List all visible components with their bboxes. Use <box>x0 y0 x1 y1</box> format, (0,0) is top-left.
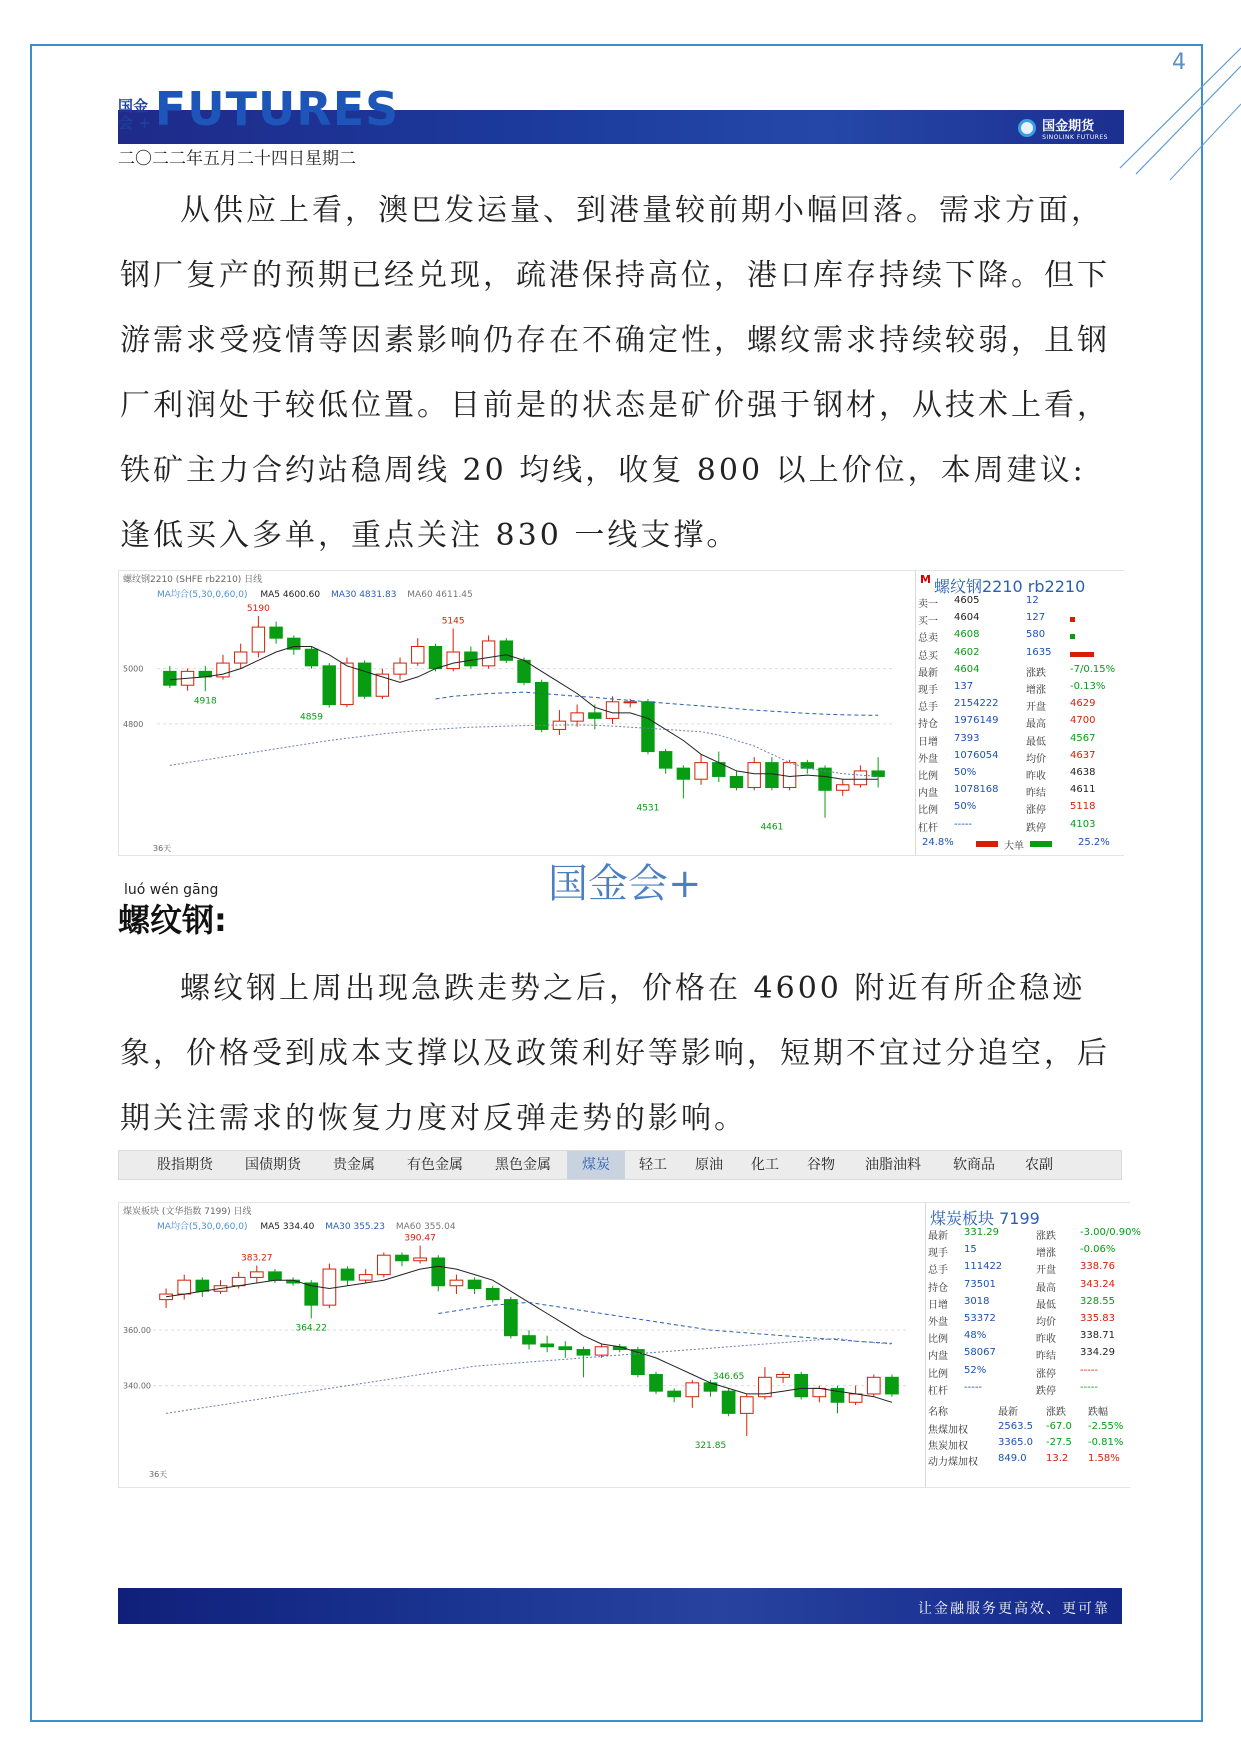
quote-label: 开盘 <box>1036 1265 1056 1277</box>
iron-ore-paragraph: 从供应上看，澳巴发运量、到港量较前期小幅回落。需求方面，钢厂复产的预期已经兑现，疏港保持高位，港口库存持续下降。但下游需求受疫情等因素影响仍存在不确定性，螺纹需求持续较弱，且钢厂利润处于较低位置。目前是的状态是矿价强于钢材，从技术上看，铁矿主力合约站稳周线 20 均线，收复 800 以上价位，本周建议:逢低买入多单，重点关注 830 一线支撑。 <box>120 193 1110 553</box>
quote-row <box>928 1382 1126 1399</box>
quote-label: 涨停 <box>1036 1368 1056 1380</box>
quote-value: 4103 <box>1070 818 1096 830</box>
quote-row <box>918 750 1120 767</box>
y-tick-label: 4800 <box>123 719 144 729</box>
quote-value: 137 <box>954 681 974 692</box>
tab-8[interactable]: 化工 <box>751 1157 779 1173</box>
quote-value: 1078168 <box>954 784 999 796</box>
quote-label: 比例 <box>928 1368 948 1380</box>
candle-body <box>783 763 795 788</box>
price-annotation: 364.22 <box>295 1323 327 1334</box>
candle-body <box>196 1280 209 1291</box>
page-number: 4 <box>1172 50 1186 75</box>
candle-body <box>160 1294 173 1300</box>
candle-body <box>465 652 477 666</box>
quote-value: 5118 <box>1070 801 1096 813</box>
quote-row <box>928 1365 1126 1382</box>
candle-body <box>695 763 707 780</box>
foot-green-bar <box>1030 841 1052 847</box>
corner-decoration <box>1110 40 1241 180</box>
table-cell: 动力煤加权 <box>928 1457 978 1468</box>
heading-pinyin: luó wén gāng <box>124 882 219 898</box>
quote-value: ----- <box>964 1381 983 1393</box>
quote-value: 580 <box>1026 629 1046 641</box>
quote-value: -0.13% <box>1070 681 1106 692</box>
candle-body <box>414 1258 427 1261</box>
quote-label: 均价 <box>1026 753 1046 765</box>
quote-label: 杠杆 <box>918 822 938 834</box>
price-annotation: 4531 <box>636 803 660 814</box>
quote-value: 50% <box>954 767 977 778</box>
candle-body <box>432 1258 445 1286</box>
candle-body <box>232 1277 245 1285</box>
candle-body <box>518 660 530 682</box>
table-cell: 3365.0 <box>998 1437 1033 1448</box>
tab-10[interactable]: 油脂油料 <box>865 1157 921 1173</box>
ma5-value: MA5 4600.60 <box>260 590 321 600</box>
tab-6[interactable]: 轻工 <box>639 1157 667 1173</box>
quote-label: 比例 <box>928 1334 948 1346</box>
table-header-cell: 跌幅 <box>1088 1407 1108 1418</box>
quote-label: 总卖 <box>918 633 938 645</box>
day-count-label: 36天 <box>149 1470 168 1479</box>
quote-value: 334.29 <box>1080 1347 1115 1359</box>
candle-body <box>589 713 601 719</box>
candle-body <box>500 641 512 660</box>
quote-row <box>928 1296 1126 1313</box>
foot-red-bar <box>976 841 998 847</box>
table-cell: 1.58% <box>1088 1453 1120 1464</box>
candle-body <box>722 1391 735 1413</box>
quote-value: ----- <box>954 818 973 830</box>
quote-row <box>928 1227 1142 1244</box>
quote-label: 最新 <box>928 1231 948 1242</box>
quote-row <box>918 715 1120 732</box>
quote-label: 增涨 <box>1026 685 1046 696</box>
quote-value: 1976149 <box>954 715 999 727</box>
ma-label: MA均合(5,30,0,60,0) <box>157 590 248 600</box>
quote-value: 4608 <box>954 629 980 641</box>
ma30-line <box>436 692 879 715</box>
ma-legend <box>157 1219 456 1232</box>
candle-body <box>323 1269 336 1305</box>
company-logo-icon <box>1018 119 1036 137</box>
quote-label: 最高 <box>1026 719 1046 731</box>
candle-body <box>650 1375 663 1392</box>
quote-row <box>928 1244 1126 1261</box>
candle-body <box>849 1394 862 1402</box>
table-header-cell: 涨跌 <box>1046 1407 1066 1418</box>
price-annotation: 5145 <box>441 616 465 627</box>
chart-top-bar: 螺纹钢2210 (SHFE rb2210) 日线 <box>123 575 263 585</box>
quote-row <box>918 767 1120 784</box>
sector-table-row[interactable] <box>928 1437 1126 1454</box>
candle-body <box>468 1280 481 1288</box>
quote-value: 3018 <box>964 1295 990 1307</box>
sector-table-header <box>928 1403 1126 1420</box>
candle-body <box>801 763 813 769</box>
ma60-value: MA60 4611.45 <box>407 590 473 600</box>
quote-value: 331.29 <box>964 1227 999 1238</box>
quote-label: 昨收 <box>1036 1334 1056 1346</box>
quote-label: 均价 <box>1036 1317 1056 1328</box>
candle-body <box>429 646 441 668</box>
table-cell: 849.0 <box>998 1453 1027 1464</box>
candle-body <box>837 785 849 791</box>
quote-value: 15 <box>964 1244 977 1256</box>
watermark: 国金会+ <box>548 861 702 907</box>
report-date: 二〇二二年五月二十四日星期二 <box>118 149 356 169</box>
quote-label: 昨收 <box>1026 771 1046 782</box>
quote-value: 343.24 <box>1080 1278 1115 1290</box>
candle-body <box>482 641 494 666</box>
ma-legend <box>157 587 473 600</box>
tab-3[interactable]: 有色金属 <box>407 1157 463 1173</box>
quote-label: 日增 <box>918 736 938 748</box>
quote-value: 328.55 <box>1080 1295 1115 1307</box>
footer-slogan: 让金融服务更高效、更可靠 <box>918 1601 1110 1617</box>
y-tick-label: 340.00 <box>123 1381 151 1391</box>
quote-value: 58067 <box>964 1347 996 1359</box>
quote-label: 开盘 <box>1026 702 1046 714</box>
candle-body <box>740 1397 753 1414</box>
quote-label: 总手 <box>928 1265 948 1277</box>
quote-value: 4629 <box>1070 698 1096 710</box>
table-cell: -2.55% <box>1088 1421 1124 1432</box>
quote-row <box>918 698 1120 715</box>
quote-value: 127 <box>1026 612 1046 624</box>
ma30-value: MA30 355.23 <box>325 1222 385 1232</box>
tab-4[interactable]: 黑色金属 <box>495 1157 551 1173</box>
tab-0[interactable]: 股指期货 <box>157 1157 213 1173</box>
table-cell: 2563.5 <box>998 1421 1033 1432</box>
tab-12[interactable]: 农副 <box>1025 1157 1053 1173</box>
candle-body <box>677 768 689 779</box>
candle-body <box>377 1255 390 1274</box>
y-tick-label: 360.00 <box>123 1326 151 1336</box>
table-cell: 焦煤加权 <box>928 1425 968 1436</box>
candle-body <box>252 627 264 652</box>
quote-value: 52% <box>964 1364 987 1376</box>
candle-body <box>730 776 742 787</box>
brand-cn-top: 国金 <box>118 97 149 115</box>
table-cell: -67.0 <box>1046 1421 1072 1432</box>
candle-body <box>250 1272 263 1278</box>
candle-body <box>777 1375 790 1378</box>
quote-label: 总手 <box>918 702 938 714</box>
candle-body <box>269 1272 282 1280</box>
candle-body <box>559 1347 572 1350</box>
tab-9[interactable]: 谷物 <box>807 1157 835 1173</box>
quote-title: 螺纹钢2210 rb2210 <box>934 577 1086 596</box>
table-header-cell: 最新 <box>998 1407 1018 1418</box>
quote-value: -3.00/0.90% <box>1080 1227 1142 1238</box>
candle-body <box>450 1280 463 1286</box>
quote-row <box>918 733 1120 750</box>
quote-label: 昨结 <box>1036 1351 1056 1363</box>
quote-value: 338.71 <box>1080 1330 1115 1342</box>
candle-body <box>595 1347 608 1355</box>
candle-body <box>854 771 866 785</box>
price-annotation: 4461 <box>760 822 784 833</box>
quote-title: 煤炭板块 7199 <box>930 1209 1040 1228</box>
candle-body <box>748 763 760 788</box>
quote-label: 最新 <box>918 667 938 679</box>
quote-label: 持仓 <box>928 1282 948 1294</box>
quote-value: 338.76 <box>1080 1261 1115 1273</box>
quote-value: 12 <box>1026 595 1039 606</box>
candle-body <box>505 1300 518 1336</box>
quote-row <box>928 1330 1126 1347</box>
quote-row <box>918 784 1120 801</box>
quote-label: 买一 <box>918 616 938 628</box>
candle-body <box>571 713 583 721</box>
quote-value: 4605 <box>954 595 980 606</box>
volume-bar <box>1070 652 1094 657</box>
quote-row <box>918 681 1120 698</box>
quote-label: 日增 <box>928 1299 948 1311</box>
tab-1[interactable]: 国债期货 <box>245 1157 301 1173</box>
quote-row <box>918 595 1120 612</box>
quote-value: 7393 <box>954 732 980 744</box>
category-tab-bar <box>118 1150 1122 1180</box>
candle-body <box>341 663 353 704</box>
quote-value: 4611 <box>1070 784 1096 796</box>
quote-label: 外盘 <box>928 1317 948 1328</box>
quote-label: 最低 <box>1036 1299 1056 1311</box>
company-name: 国金期货 <box>1042 119 1095 134</box>
footer-banner <box>118 1588 1122 1624</box>
quote-label: 比例 <box>918 805 938 817</box>
quote-footer <box>918 837 1120 854</box>
ma30-value: MA30 4831.83 <box>330 590 397 600</box>
quote-label: 现手 <box>918 685 938 696</box>
quote-value: 1635 <box>1026 646 1052 658</box>
quote-label: 内盘 <box>918 788 938 800</box>
quote-value: 2154222 <box>954 698 999 710</box>
table-cell: 13.2 <box>1046 1453 1069 1464</box>
quote-value: 1076054 <box>954 749 999 761</box>
quote-label: 外盘 <box>918 753 938 765</box>
table-cell: 焦炭加权 <box>928 1441 968 1452</box>
rebar-chart-screenshot <box>118 570 1124 856</box>
candle-body <box>412 646 424 663</box>
tab-bar-spacer <box>119 1151 141 1179</box>
tab-5[interactable]: 煤炭 <box>567 1151 625 1179</box>
quote-label: 增涨 <box>1036 1248 1056 1260</box>
quote-label: 比例 <box>918 771 938 782</box>
ma5-value: MA5 334.40 <box>260 1222 315 1232</box>
tab-11[interactable]: 软商品 <box>953 1157 995 1173</box>
quote-label: 最低 <box>1026 736 1046 748</box>
quote-label: 卖一 <box>918 599 938 610</box>
candle-body <box>886 1377 899 1394</box>
price-annotation: 4859 <box>300 712 323 723</box>
quote-value: -0.06% <box>1080 1244 1116 1256</box>
quote-label: 涨跌 <box>1036 1231 1056 1242</box>
candle-body <box>867 1377 880 1394</box>
quote-value: 4604 <box>954 612 980 624</box>
quote-value: -7/0.15% <box>1070 663 1116 675</box>
candle-body <box>668 1391 681 1397</box>
quote-value: 4602 <box>954 646 980 658</box>
volume-bar <box>1070 634 1075 639</box>
price-annotation: 346.65 <box>712 1372 745 1383</box>
quote-value: 4567 <box>1070 732 1096 744</box>
candle-body <box>659 752 671 769</box>
candle-body <box>394 663 406 674</box>
candle-body <box>234 652 246 663</box>
price-annotation: 321.85 <box>694 1440 727 1451</box>
quote-value: 111422 <box>964 1261 1003 1273</box>
price-annotation: 383.27 <box>241 1253 273 1264</box>
brand-logo <box>118 82 400 136</box>
quote-value: 4604 <box>954 663 980 675</box>
candle-body <box>178 1280 191 1294</box>
day-count-label: 36天 <box>153 844 172 853</box>
quote-value: ----- <box>1080 1364 1099 1376</box>
candle-body <box>523 1336 536 1344</box>
candle-body <box>813 1388 826 1396</box>
quote-row <box>928 1279 1126 1296</box>
quote-value: 4638 <box>1070 767 1096 778</box>
rebar-heading: 螺纹钢: <box>118 901 227 939</box>
tab-2[interactable]: 贵金属 <box>333 1157 375 1173</box>
quote-label: 内盘 <box>928 1351 948 1363</box>
price-annotation: 4918 <box>193 696 217 707</box>
brand-futures: FUTURES <box>154 82 400 136</box>
quote-value: 335.83 <box>1080 1313 1115 1324</box>
quote-label: 昨结 <box>1026 788 1046 800</box>
candle-body <box>376 674 388 696</box>
quote-label: 跌停 <box>1036 1385 1056 1397</box>
quote-row <box>918 629 1120 646</box>
quote-value: 4700 <box>1070 715 1096 727</box>
foot-mid: 大单 <box>1004 841 1024 852</box>
quote-label: 最高 <box>1036 1282 1056 1294</box>
y-tick-label: 5000 <box>123 664 144 674</box>
candle-body <box>624 702 636 703</box>
quote-value: 48% <box>964 1330 987 1342</box>
candle-body <box>270 627 282 638</box>
candle-body <box>323 666 335 705</box>
quote-value: ----- <box>1080 1381 1099 1393</box>
foot-left: 24.8% <box>922 837 954 848</box>
candle-body <box>577 1350 590 1356</box>
sector-table-row[interactable] <box>928 1453 1126 1470</box>
quote-value: 53372 <box>964 1313 996 1324</box>
quote-value: 4637 <box>1070 749 1096 761</box>
volume-bar <box>1070 617 1075 622</box>
ma60-value: MA60 355.04 <box>395 1222 456 1232</box>
candle-body <box>642 702 654 752</box>
quote-row <box>928 1347 1126 1364</box>
coal-chart-screenshot <box>118 1202 1142 1488</box>
company-name-en: SINOLINK FUTURES <box>1042 134 1108 141</box>
candle-body <box>164 671 176 685</box>
quote-row <box>918 819 1120 836</box>
quote-label: 现手 <box>928 1248 948 1260</box>
candle-body <box>341 1269 354 1280</box>
candle-body <box>396 1255 409 1261</box>
quote-value: 50% <box>954 801 977 813</box>
quote-row <box>918 664 1120 681</box>
company-logo <box>1018 115 1108 141</box>
quote-row <box>928 1313 1126 1330</box>
price-annotation: 390.47 <box>404 1233 436 1244</box>
quote-row <box>928 1261 1126 1278</box>
quote-label: 跌停 <box>1026 822 1046 834</box>
foot-right: 25.2% <box>1078 837 1110 848</box>
table-cell: -0.81% <box>1088 1437 1124 1448</box>
sector-table-row[interactable] <box>928 1421 1126 1438</box>
candle-body <box>686 1383 699 1397</box>
chart-top-bar: 煤炭板块 (文华指数 7199) 日线 <box>123 1207 252 1217</box>
candle-body <box>606 702 618 719</box>
candle-body <box>359 1275 372 1281</box>
quote-row <box>918 612 1120 629</box>
quote-row <box>918 647 1120 664</box>
rebar-quote-panel: M 螺纹钢2210 rb2210 卖一 4605 12 买一 4604 127 总卖 4608 580 总买 4602 1635 最新 4604 涨跌 -7/0.15% 现手 137 增涨 -0.13% 总手 2154222 开盘 4629 持仓 1976149 最高 4700 日增 7393 最低 4567 外盘 1076054 均价 4637 比例 50% 昨收 4638 内盘 1078168 昨结 4611 比例 50% 涨停 5118 杠杆 ----- 跌停 4103 24.8% 大单 25.2% <box>915 571 1124 855</box>
quote-label: 涨停 <box>1026 805 1046 817</box>
candle-body <box>536 682 548 729</box>
candle-body <box>358 663 370 696</box>
quote-value: 73501 <box>964 1278 996 1290</box>
candle-body <box>305 649 317 666</box>
coal-quote-panel <box>925 1203 1142 1487</box>
candle-body <box>766 763 778 788</box>
rebar-paragraph: 螺纹钢上周出现急跌走势之后，价格在 4600 附近有所企稳迹象，价格受到成本支撑以及政策利好等影响，短期不宜过分追空，后期关注需求的恢复力度对反弹走势的影响。 <box>120 971 1110 1136</box>
candle-body <box>795 1375 808 1397</box>
ma-label: MA均合(5,30,0,60,0) <box>157 1222 248 1232</box>
candle-body <box>486 1289 499 1300</box>
table-header-cell: 名称 <box>928 1407 948 1418</box>
candle-body <box>541 1344 554 1347</box>
brand-cn-bottom: 会 + <box>118 114 151 132</box>
candle-body <box>447 652 459 669</box>
quote-label: 总买 <box>918 650 938 662</box>
quote-label: 涨跌 <box>1026 667 1046 679</box>
price-annotation: 5190 <box>246 604 270 615</box>
tab-7[interactable]: 原油 <box>695 1157 723 1173</box>
quote-label: 杠杆 <box>928 1385 948 1397</box>
quote-label: 持仓 <box>918 719 938 731</box>
quote-row <box>918 801 1120 818</box>
table-cell: -27.5 <box>1046 1437 1072 1448</box>
